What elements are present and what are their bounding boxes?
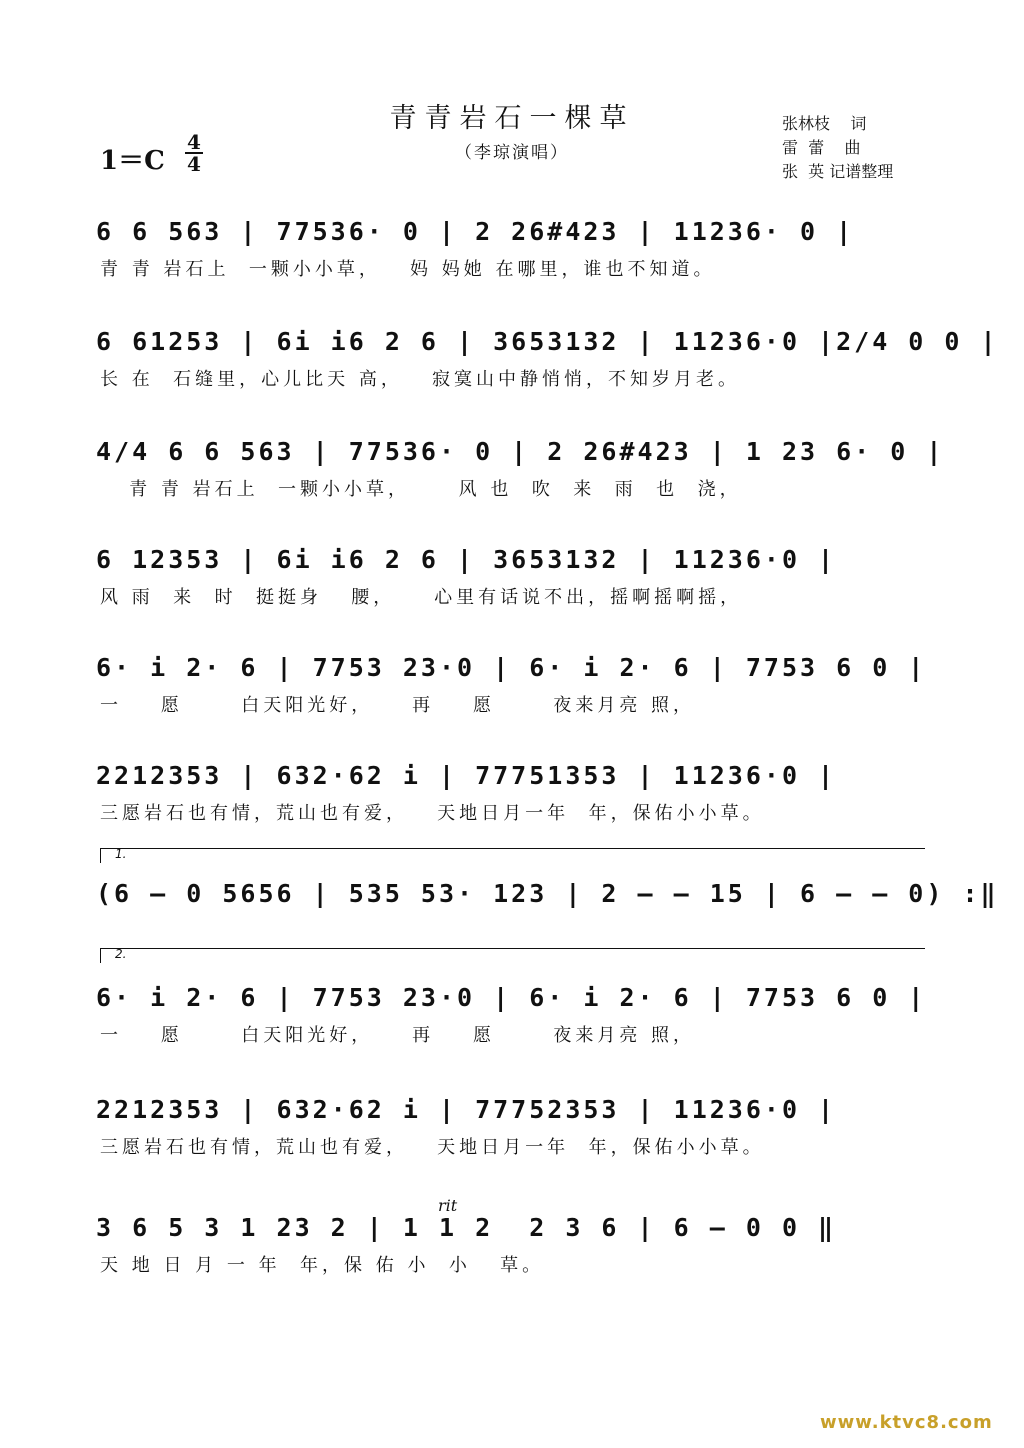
singer-credit: （李琼演唱） (455, 143, 569, 163)
notes-line: 2212353 | 632·62 i | 77751353 | 11236·0 | (96, 761, 837, 790)
score-row (96, 416, 945, 526)
notes-line: 6 12353 | 6i i6 2 6 | 3653132 | 11236·0 | (96, 545, 837, 574)
score-row (96, 1192, 928, 1302)
ritardando-mark: rit (438, 1196, 458, 1215)
lyrics-line: 天 地 日 月 一 年 年，保 佑 小 小 草。 (100, 1255, 545, 1276)
notes-line: 6 61253 | 6i i6 2 6 | 3653132 | 11236·0 |2/4 0 0 | (96, 327, 999, 356)
score-row (96, 306, 999, 416)
lyrics-line: 三愿岩石也有情，荒山也有爱， 天地日月一年 年，保佑小小草。 (100, 1137, 765, 1158)
notes-line: 6· i 2· 6 | 7753 23·0 | 6· i 2· 6 | 7753 6 0 | (96, 983, 927, 1012)
score-row (96, 196, 928, 306)
lyrics-line: 一 愿 白天阳光好， 再 愿 夜来月亮 照， (100, 1025, 696, 1046)
lyrics-line: 一 愿 白天阳光好， 再 愿 夜来月亮 照， (100, 695, 696, 716)
lyrics-line: 长 在 石缝里，心儿比天 高， 寂寞山中静悄悄，不知岁月老。 (100, 369, 741, 390)
watermark-url: www.ktvc8.com (820, 1412, 993, 1433)
time-signature-bottom: 4 (187, 152, 201, 176)
credits-block (782, 112, 893, 184)
lyrics-line: 青 青 岩石上 一颗小小草， 风 也 吹 来 雨 也 浇， (100, 479, 742, 500)
key-signature: 1＝C (100, 146, 165, 176)
time-signature-top: 4 (187, 130, 201, 154)
score-row (96, 740, 928, 850)
score-row (96, 1074, 928, 1184)
lyricist-credit: 张林枝 词 (782, 114, 867, 133)
notes-line: 6 6 563 | 77536· 0 | 2 26#423 | 11236· 0 | (96, 217, 855, 246)
notes-line: 4/4 6 6 563 | 77536· 0 | 2 26#423 | 1 23 6· 0 | (96, 437, 945, 466)
lyrics-line: 青 青 岩石上 一颗小小草， 妈 妈她 在哪里，谁也不知道。 (100, 259, 716, 280)
song-title: 青青岩石一棵草 (389, 103, 635, 134)
notes-line: (6 – 0 5656 | 535 53· 123 | 2 – – 15 | 6 – – 0) :‖ (96, 879, 999, 908)
first-ending-label: 1. (115, 847, 127, 861)
lyrics-line: 风 雨 来 时 挺挺身 腰， 心里有话说不出，摇啊摇啊摇， (100, 587, 743, 608)
composer-credit: 雷 蕾 曲 (782, 138, 861, 157)
score-row (96, 632, 928, 742)
lyrics-line: 三愿岩石也有情，荒山也有爱， 天地日月一年 年，保佑小小草。 (100, 803, 765, 824)
score-row (96, 962, 928, 1072)
second-ending-bracket (100, 948, 925, 963)
notes-line: 6· i 2· 6 | 7753 23·0 | 6· i 2· 6 | 7753 6 0 | (96, 653, 927, 682)
notes-line: 3 6 5 3 1 23 2 | 1 1 2 2 3 6 | 6 – 0 0 ‖ (96, 1213, 837, 1242)
arranger-credit: 张 英 记谱整理 (782, 162, 894, 181)
score-row (96, 524, 928, 634)
notes-line: 2212353 | 632·62 i | 77752353 | 11236·0 | (96, 1095, 837, 1124)
second-ending-label: 2. (115, 947, 127, 961)
time-signature (185, 132, 203, 174)
